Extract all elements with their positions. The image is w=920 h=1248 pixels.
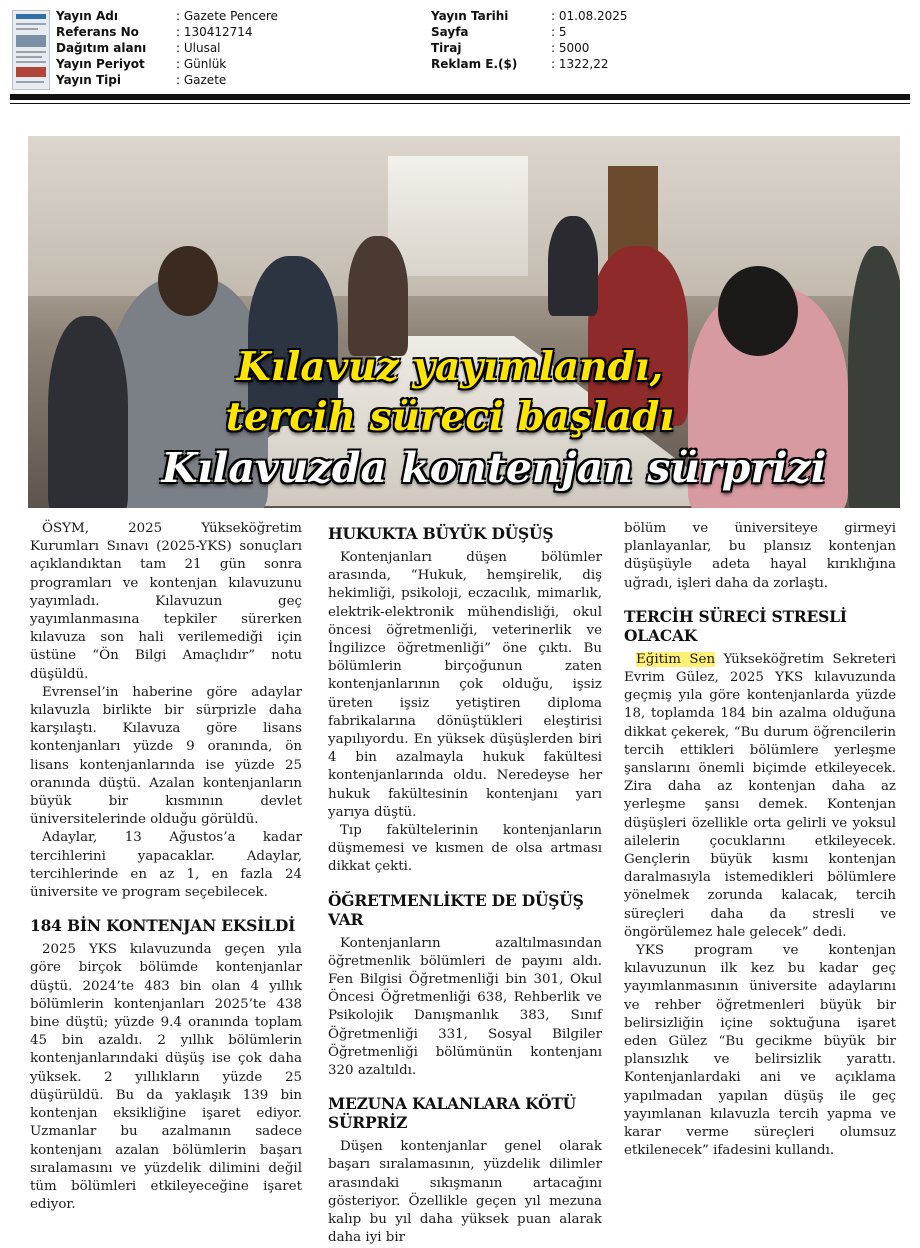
meta-distribution-area: Dağıtım alanı : Ulusal <box>56 41 221 55</box>
headline-line-2: tercih süreci başladı <box>225 394 675 440</box>
meta-publication-date: Yayın Tarihi : 01.08.2025 <box>431 9 628 23</box>
paragraph: Tıp fakültelerinin kontenjanların düşmemesi ve kısmen de olsa artması dikkat çekti. <box>328 823 602 875</box>
page-top-rule <box>10 94 910 100</box>
paragraph-text: Yükseköğretim Sekreteri Evrim Gülez, 2025 YKS kılavuzunda geçmiş yıla göre kontenjanlarda yüzde 18, toplamda 184 bin azalma olduğuna dikkat çekerek, “Bu durum öğrencilerin tercih ettikleri bölümlere yerleşme şanslarını önemli biçimde etkileyecek. Zira daha az kontenjan daha az yerleşme şansı demek. Kontenjan düşüşleri özellikle orta gelirli ve yoksul ailelerin çocuklarını etkileyecek. Gençlerin büyük kısmı kontenjan daralmasıyla istemedikleri bölümlere yönelmek zorunda kalacak, tercih süreçleri daha da stresli ve öngörülemez hale gelecek” dedi. <box>624 651 896 940</box>
meta-type: Yayın Tipi : Gazete <box>56 73 227 87</box>
paragraph: Evrensel’in haberine göre adaylar kılavuzla birlikte bir sürprizle daha karşılaştı. Kılavuza göre lisans kontenjanları yüzde 9 oranında, ön lisans kontenjanlarında ise yüzde 25 oranında düştü. Azalan kontenjanların büyük bir kısmının devlet üniversitelerinde olduğu görüldü. <box>30 684 302 828</box>
meta-publication-name: Yayın Adı : Gazete Pencere <box>56 9 278 23</box>
article-column-1 <box>30 520 302 1214</box>
paragraph: 2025 YKS kılavuzunda geçen yıla göre birçok bölümde kontenjanlar düştü. 2024’te 483 bin olan 4 yıllık bölümlerin kontenjanları 2025’te 438 bine düştü; yüzde 9.4 oranında toplam 45 bin azaldı. 2 yıllık bölümlerin kontenjanlarındaki düşüş ise çok daha yüksek. 2 yıllıkların yüzde 25 düşürüldü. Bu da yaklaşık 139 bin kontenjan eksikliğine işaret ediyor. Uzmanlar bu azalmanın sadece kontenjanı azalan bölümlerin başarı sıralamasını ve yüzdelik dilimini değil tüm bölümleri etkileyeceğine işaret ediyor. <box>30 942 302 1213</box>
section-heading: MEZUNA KALANLARA KÖTÜ SÜRPRİZ <box>328 1094 576 1133</box>
headline-subtitle: Kılavuzda kontenjan sürprizi <box>161 444 827 492</box>
section-heading: 184 BİN KONTENJAN EKSİLDİ <box>30 916 296 936</box>
article-column-2 <box>328 520 602 1248</box>
paragraph <box>624 651 896 942</box>
meta-circulation: Tiraj : 5000 <box>431 41 590 55</box>
clipping-metadata <box>0 8 920 92</box>
headline-line-1: Kılavuz yayımlandı, <box>236 344 664 390</box>
page-top-thin-rule <box>10 103 910 104</box>
section-heading: ÖĞRETMENLİKTE DE DÜŞÜŞ VAR <box>328 890 584 929</box>
newspaper-thumbnail-icon <box>12 10 50 90</box>
meta-period: Yayın Periyot : Günlük <box>56 57 227 71</box>
paragraph: YKS program ve kontenjan kılavuzunun ilk kez bu kadar geç yayımlanmasının üniversite adaylarını ve rehber öğretmenleri büyük bir belirsizliğin içine soktuğuna işaret eden Gülez “Bu gecikme büyük bir plansızlık ve belirsizlik yarattı. Kontenjanlardaki ani ve açıklama yapılmadan yapılan düşüş ile geç yayımlanan kılavuzla tercih yapma ve karar verme süreçleri olumsuz etkilenecek” ifadesini kullandı. <box>624 943 896 1159</box>
paragraph: Düşen kontenjanlar genel olarak başarı sıralamasının, yüzdelik dilimler arasındaki sıkışmanın artacağını gösteriyor. Özellikle geçen yıl mezuna kalıp bu yıl daha yüksek puan alarak daha iyi bir <box>328 1139 602 1246</box>
meta-page: Sayfa : 5 <box>431 25 567 39</box>
article-column-3 <box>624 520 896 1161</box>
meta-reference-no: Referans No : 130412714 <box>56 25 253 39</box>
highlighted-keyword: Eğitim Sen <box>636 651 716 667</box>
section-heading: HUKUKTA BÜYÜK DÜŞÜŞ <box>328 524 554 543</box>
paragraph: Adaylar, 13 Ağustos’a kadar tercihlerini yapacaklar. Adaylar, tercihlerinde en az 1, en fazla 24 üniversite ve program seçebilecek. <box>30 830 302 901</box>
section-heading: TERCİH SÜRECİ STRESLİ OLACAK <box>624 606 847 645</box>
paragraph: Kontenjanları düşen bölümler arasında, “Hukuk, hemşirelik, diş hekimliği, psikoloji, eczacılık, mimarlık, elektrik-elektronik mühendisliği, okul öncesi öğretmenliği, veterinerlik ve İngilizce öğretmenliği” öne çıktı. Bu bölümlerin birçoğunun zaten kontenjanlarının çok olduğu, işsiz üreten işsiz yetiştiren diploma fabrikalarına dönüştükleri eleştirisi yapılıyordu. En yüksek düşüşlerden biri 4 bin azalmayla hukuk fakültesi kontenjanlarında oldu. Neredeyse her hukuk fakültesinin kontenjanı yarı yarıya düştü. <box>328 550 602 820</box>
paragraph: bölüm ve üniversiteye girmeyi planlayanlar, bu plansız kontenjan düşüşüyle adeta hayal kırıklığına uğradı, işleri daha da zorlaştı. <box>624 521 896 591</box>
paragraph: Kontenjanların azaltılmasından öğretmenlik bölümleri de payını aldı. Fen Bilgisi Öğretmenliği bin 301, Okul Öncesi Öğretmenliği 638, Rehberlik ve Psikolojik Danışmanlık 383, Sınıf Öğretmenliği 331, Sosyal Bilgiler Öğretmenliği bölümünün kontenjanı 320 azaltıldı. <box>328 935 602 1079</box>
meta-ad-equivalent: Reklam E.($) : 1322,22 <box>431 57 609 71</box>
paragraph: ÖSYM, 2025 Yükseköğretim Kurumları Sınavı (2025-YKS) sonuçları açıklandıktan tam 21 gün sonra programları ve kontenjan kılavuzunu yayımladı. Kılavuzun geç yayımlanmasına tepkiler sürerken kılavuza son hali verilemediği için üstüne “Ön Bilgi Amaçlıdır” notu düşüldü. <box>30 521 302 682</box>
article-photo <box>28 136 900 508</box>
